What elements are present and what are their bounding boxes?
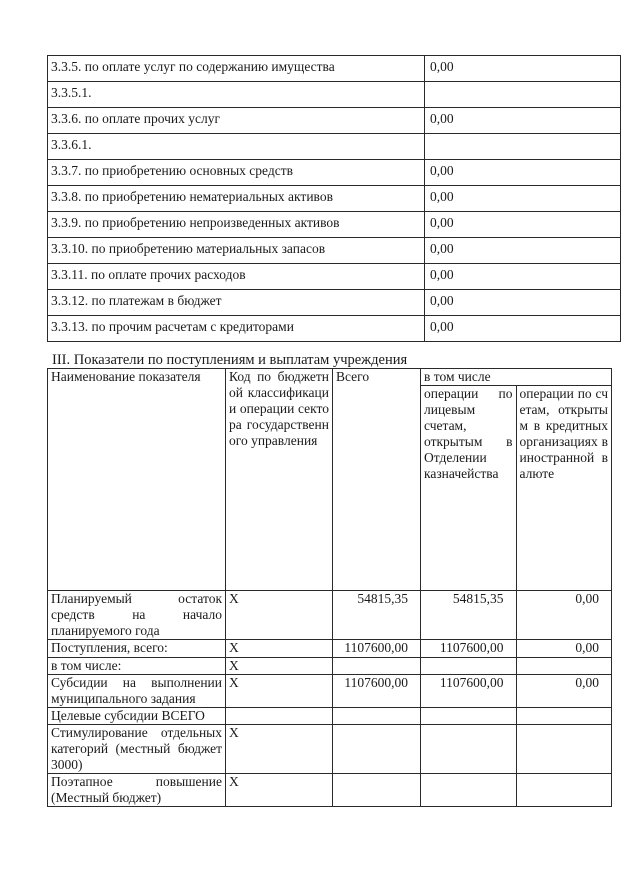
row-value: 0,00 xyxy=(425,186,621,212)
row-value: 0,00 xyxy=(425,290,621,316)
row-name: 3.3.7. по приобретению основных средств xyxy=(48,160,425,186)
table-row xyxy=(48,774,612,807)
row-code: X xyxy=(226,640,333,658)
row-value: 0,00 xyxy=(425,316,621,342)
row-name: 3.3.5.1. xyxy=(48,82,425,108)
table-row xyxy=(48,56,621,82)
row-name: Поступления, всего: xyxy=(48,640,226,658)
row-treasury xyxy=(421,658,517,675)
row-total xyxy=(333,708,421,725)
row-value: 0,00 xyxy=(425,264,621,290)
row-code: X xyxy=(226,725,333,774)
table-row xyxy=(48,708,612,725)
row-value: 0,00 xyxy=(425,212,621,238)
row-value: 0,00 xyxy=(425,160,621,186)
header-name: Наименование показателя xyxy=(48,369,226,591)
row-name: Планируемый остаток средств на начало планируемого года xyxy=(48,591,226,640)
table-row xyxy=(48,212,621,238)
row-name: Целевые субсидии ВСЕГО xyxy=(48,708,226,725)
row-value xyxy=(425,134,621,160)
row-credit: 0,00 xyxy=(516,591,612,640)
row-credit xyxy=(516,658,612,675)
table-row xyxy=(48,108,621,134)
row-name: Субсидии на выполнении муниципального задания xyxy=(48,675,226,708)
row-treasury: 1107600,00 xyxy=(421,675,517,708)
row-name: 3.3.5. по оплате услуг по содержанию имущества xyxy=(48,56,425,82)
header-code: Код по бюджетной классификации операции сектора государственного управления xyxy=(226,369,333,591)
header-total: Всего xyxy=(333,369,421,591)
header-treasury: операции по лицевым счетам, открытым в Отделении казначейства xyxy=(421,386,517,591)
row-treasury xyxy=(421,708,517,725)
row-name: 3.3.10. по приобретению материальных запасов xyxy=(48,238,425,264)
row-total xyxy=(333,658,421,675)
row-code: X xyxy=(226,675,333,708)
header-row xyxy=(48,369,612,386)
row-name: Стимулирование отдельных категорий (местный бюджет 3000) xyxy=(48,725,226,774)
receipts-table xyxy=(47,368,612,807)
row-name: 3.3.12. по платежам в бюджет xyxy=(48,290,425,316)
table-row xyxy=(48,316,621,342)
row-name: в том числе: xyxy=(48,658,226,675)
row-credit xyxy=(516,725,612,774)
header-credit: операции по счетам, открытым в кредитных организациях в иностранной валюте xyxy=(516,386,612,591)
row-credit: 0,00 xyxy=(516,675,612,708)
row-total: 54815,35 xyxy=(333,591,421,640)
table-row xyxy=(48,160,621,186)
row-value: 0,00 xyxy=(425,238,621,264)
row-credit: 0,00 xyxy=(516,640,612,658)
table-row xyxy=(48,591,612,640)
table-row xyxy=(48,238,621,264)
row-name: Поэтапное повышение (Местный бюджет) xyxy=(48,774,226,807)
table-row xyxy=(48,725,612,774)
table-row xyxy=(48,134,621,160)
row-total: 1107600,00 xyxy=(333,675,421,708)
row-name: 3.3.6. по оплате прочих услуг xyxy=(48,108,425,134)
table-row xyxy=(48,658,612,675)
row-code: X xyxy=(226,774,333,807)
row-treasury: 1107600,00 xyxy=(421,640,517,658)
table-row xyxy=(48,640,612,658)
row-value xyxy=(425,82,621,108)
row-name: 3.3.8. по приобретению нематериальных активов xyxy=(48,186,425,212)
row-treasury xyxy=(421,774,517,807)
row-value: 0,00 xyxy=(425,108,621,134)
row-credit xyxy=(516,708,612,725)
row-name: 3.3.6.1. xyxy=(48,134,425,160)
row-treasury: 54815,35 xyxy=(421,591,517,640)
table-row xyxy=(48,290,621,316)
table-row xyxy=(48,264,621,290)
row-code: X xyxy=(226,591,333,640)
header-including: в том числе xyxy=(421,369,612,386)
row-total: 1107600,00 xyxy=(333,640,421,658)
table-row xyxy=(48,675,612,708)
row-code xyxy=(226,708,333,725)
row-credit xyxy=(516,774,612,807)
row-total xyxy=(333,774,421,807)
row-code: X xyxy=(226,658,333,675)
row-total xyxy=(333,725,421,774)
row-name: 3.3.13. по прочим расчетам с кредиторами xyxy=(48,316,425,342)
expenses-table xyxy=(47,55,621,342)
row-name: 3.3.11. по оплате прочих расходов xyxy=(48,264,425,290)
table-row xyxy=(48,82,621,108)
table-row xyxy=(48,186,621,212)
section-heading: III. Показатели по поступлениям и выплатам учреждения xyxy=(52,352,408,368)
row-name: 3.3.9. по приобретению непроизведенных активов xyxy=(48,212,425,238)
row-treasury xyxy=(421,725,517,774)
row-value: 0,00 xyxy=(425,56,621,82)
